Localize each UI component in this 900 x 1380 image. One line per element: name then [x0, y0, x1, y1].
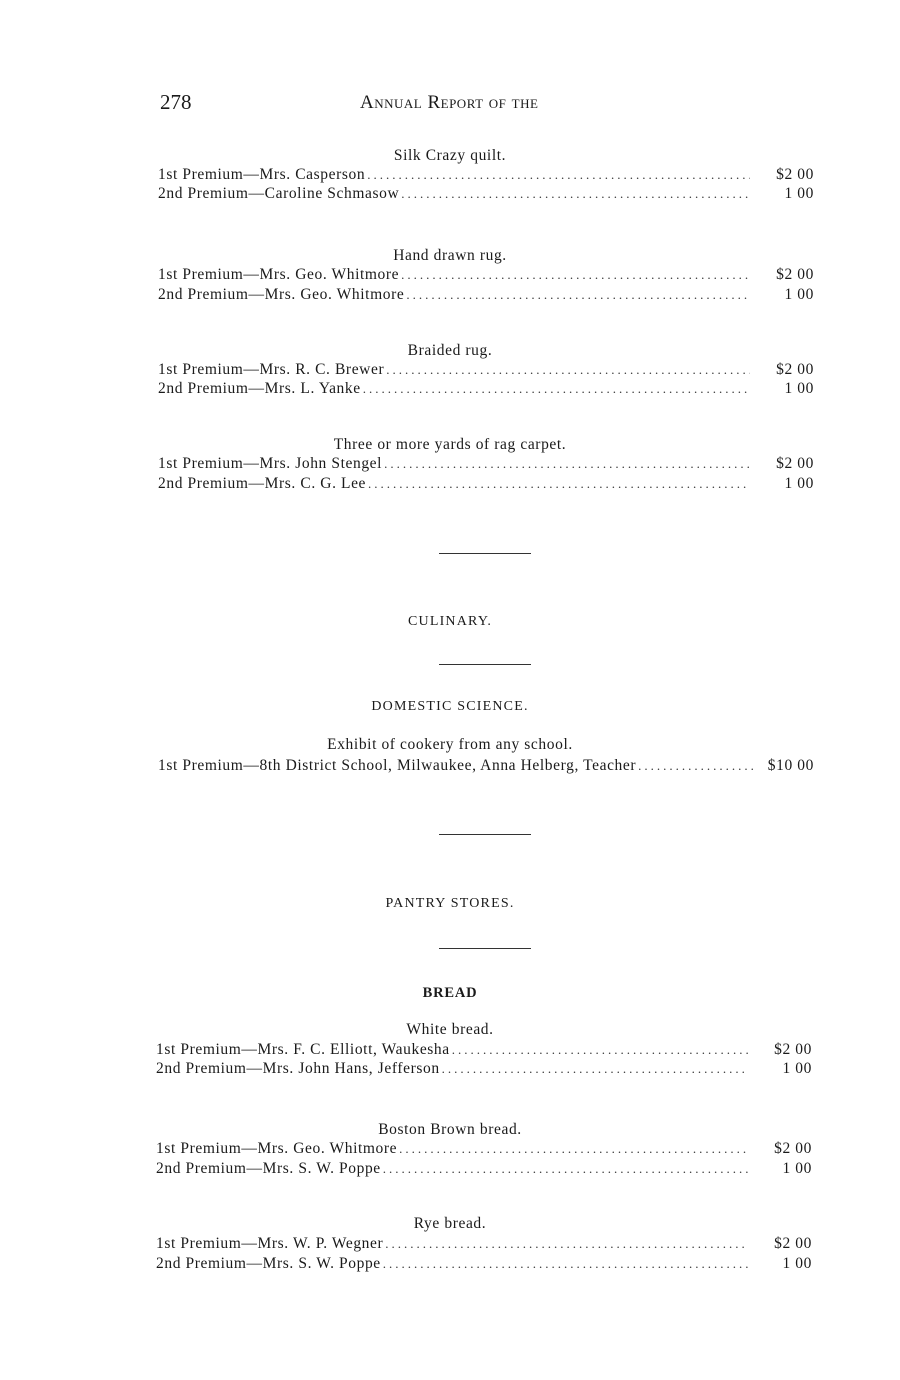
- page-number: 278: [160, 90, 192, 114]
- dot-leader: [383, 1256, 748, 1272]
- entry-label: 1st Premium—Mrs. Geo. Whitmore: [158, 266, 400, 283]
- premium-entry: [158, 757, 814, 777]
- subhead-boston-brown-bread: Boston Brown bread.: [378, 1121, 522, 1138]
- entry-label: 1st Premium—8th District School, Milwaukee, Anna Helberg, Teacher: [158, 757, 637, 774]
- premium-entry: [158, 475, 814, 495]
- entry-label: 1st Premium—Mrs. R. C. Brewer: [158, 361, 385, 378]
- entry-label: 2nd Premium—Mrs. C. G. Lee: [158, 475, 367, 492]
- dot-leader: [638, 758, 754, 774]
- entry-label: 1st Premium—Mrs. Geo. Whitmore: [156, 1140, 398, 1157]
- dot-leader: [385, 1236, 748, 1252]
- dot-leader: [452, 1042, 748, 1058]
- entry-label: 2nd Premium—Mrs. Geo. Whitmore: [158, 286, 405, 303]
- entry-amount: $2 00: [774, 1140, 812, 1157]
- subhead-rag-carpet: Three or more yards of rag carpet.: [333, 436, 567, 453]
- running-title: Annual Report of the: [360, 92, 539, 113]
- entry-amount: $2 00: [774, 1235, 812, 1252]
- entry-label: 1st Premium—Mrs. Casperson: [158, 166, 366, 183]
- premium-entry: [158, 455, 814, 475]
- entry-amount: 1 00: [784, 286, 814, 303]
- subhead-cookery-exhibit: Exhibit of cookery from any school.: [327, 736, 573, 753]
- entry-label: 2nd Premium—Mrs. John Hans, Jefferson: [156, 1060, 440, 1077]
- entry-label: 2nd Premium—Mrs. S. W. Poppe: [156, 1255, 381, 1272]
- entry-amount: 1 00: [784, 475, 814, 492]
- dot-leader: [368, 476, 750, 492]
- entry-amount: 1 00: [784, 380, 814, 397]
- premium-entry: [158, 166, 814, 186]
- premium-entry: [158, 185, 814, 205]
- dot-leader: [406, 287, 750, 303]
- premium-entry: [156, 1255, 812, 1275]
- premium-entry: [158, 380, 814, 400]
- subhead-hand-drawn-rug: Hand drawn rug.: [393, 247, 507, 264]
- subhead-rye-bread: Rye bread.: [413, 1215, 487, 1232]
- section-divider: [439, 948, 531, 949]
- entry-amount: $2 00: [776, 166, 814, 183]
- premium-entry: [156, 1160, 812, 1180]
- entry-amount: $2 00: [776, 455, 814, 472]
- dot-leader: [383, 1161, 748, 1177]
- entry-label: 1st Premium—Mrs. John Stengel: [158, 455, 383, 472]
- entry-amount: 1 00: [784, 185, 814, 202]
- entry-amount: 1 00: [782, 1255, 812, 1272]
- premium-entry: [156, 1041, 812, 1061]
- heading-bread: BREAD: [422, 985, 478, 1001]
- entry-label: 1st Premium—Mrs. F. C. Elliott, Waukesha: [156, 1041, 450, 1058]
- premium-entry: [158, 361, 814, 381]
- entry-amount: 1 00: [782, 1060, 812, 1077]
- section-divider: [439, 834, 531, 835]
- dot-leader: [367, 167, 750, 183]
- section-divider: [439, 553, 531, 554]
- entry-label: 2nd Premium—Mrs. L. Yanke: [158, 380, 361, 397]
- entry-amount: $2 00: [774, 1041, 812, 1058]
- subhead-silk-crazy-quilt: Silk Crazy quilt.: [393, 147, 507, 164]
- entry-label: 1st Premium—Mrs. W. P. Wegner: [156, 1235, 384, 1252]
- entry-label: 2nd Premium—Mrs. S. W. Poppe: [156, 1160, 381, 1177]
- premium-entry: [158, 266, 814, 286]
- entry-label: 2nd Premium—Caroline Schmasow: [158, 185, 400, 202]
- section-divider: [439, 664, 531, 665]
- heading-pantry-stores: PANTRY STORES.: [385, 896, 515, 911]
- premium-entry: [156, 1235, 812, 1255]
- heading-culinary: CULINARY.: [407, 614, 493, 629]
- subhead-braided-rug: Braided rug.: [407, 342, 493, 359]
- premium-entry: [156, 1060, 812, 1080]
- dot-leader: [442, 1061, 748, 1077]
- dot-leader: [386, 362, 750, 378]
- entry-amount: 1 00: [782, 1160, 812, 1177]
- dot-leader: [401, 267, 750, 283]
- heading-domestic-science: DOMESTIC SCIENCE.: [371, 699, 529, 714]
- dot-leader: [384, 456, 750, 472]
- premium-entry: [156, 1140, 812, 1160]
- entry-amount: $10 00: [767, 757, 814, 774]
- dot-leader: [363, 381, 750, 397]
- entry-amount: $2 00: [776, 266, 814, 283]
- premium-entry: [158, 286, 814, 306]
- dot-leader: [399, 1141, 748, 1157]
- dot-leader: [401, 186, 750, 202]
- subhead-white-bread: White bread.: [406, 1021, 494, 1038]
- entry-amount: $2 00: [776, 361, 814, 378]
